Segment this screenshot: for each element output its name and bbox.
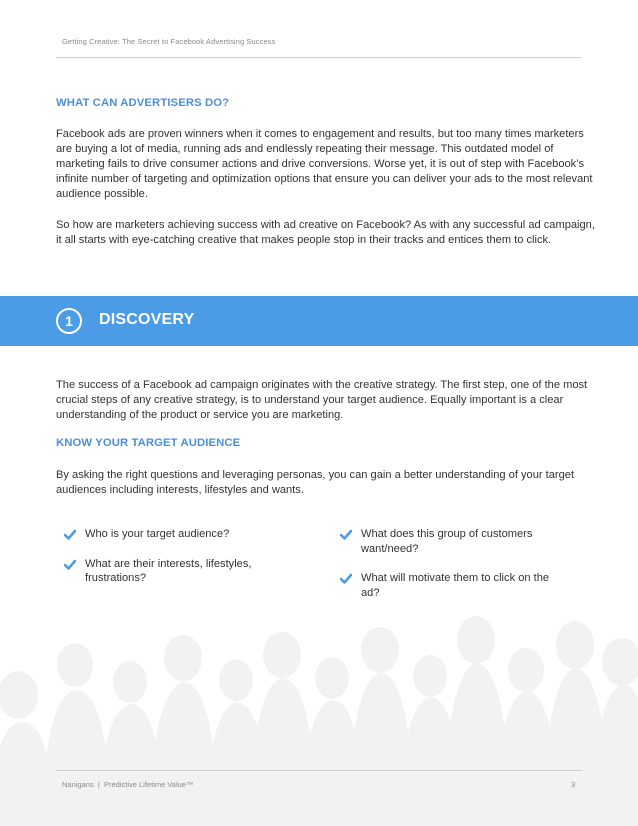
question-text: What does this group of customers want/need? [361, 528, 533, 555]
page-number: 3 [571, 780, 576, 789]
list-item [64, 557, 294, 586]
intro-paragraph-1: Facebook ads are proven winners when it comes to engagement and results, but too many times marketers are buying a lot of media, running ads and endlessly repeating their message. This outdated model of marketing fails to drive consumer actions and drive conversions. Worse yet, it is out of step with Facebook’s infinite number of targeting and optimization options that ensure you can deliver your ads to the most relevant audience possible. [56, 128, 593, 201]
checkmark-icon [64, 529, 76, 540]
step-number-badge: 1 [56, 308, 82, 334]
discovery-banner [0, 296, 638, 346]
banner-title: DISCOVERY [99, 311, 195, 328]
running-header: Getting Creative: The Secret to Facebook Advertising Success [62, 37, 276, 46]
header-divider [56, 57, 582, 58]
footer-divider [56, 770, 582, 771]
checkmark-icon [64, 559, 76, 570]
discovery-paragraph: The success of a Facebook ad campaign originates with the creative strategy. The first step, one of the most crucial steps of any creative strategy, is to understand your target audience. Equally important is a clear understanding of the product or service you are marketing. [56, 379, 588, 422]
crowd-silhouette-illustration [0, 600, 638, 826]
list-item [340, 571, 570, 600]
question-text: What will motivate them to click on the ad? [361, 572, 550, 599]
question-text: What are their interests, lifestyles, frustrations? [85, 557, 252, 585]
footer-text: Nanigans | Predictive Lifetime Value™ [62, 780, 194, 789]
checkmark-icon [340, 529, 352, 540]
section-heading: WHAT CAN ADVERTISERS DO? [56, 97, 230, 109]
question-text: Who is your target audience? [85, 528, 230, 540]
checkmark-icon [340, 573, 352, 584]
question-list-left [64, 527, 294, 601]
discovery-paragraph-2: By asking the right questions and leveraging personas, you can gain a better understanding of your target audiences including interests, lifestyles and wants. [56, 469, 575, 497]
subheading: KNOW YOUR TARGET AUDIENCE [56, 437, 241, 449]
list-item [340, 527, 570, 556]
list-item [64, 527, 294, 542]
intro-paragraph-2: So how are marketers achieving success with ad creative on Facebook? As with any successful ad campaign, it all starts with eye-catching creative that makes people stop in their tracks and entices them to click. [56, 219, 595, 247]
